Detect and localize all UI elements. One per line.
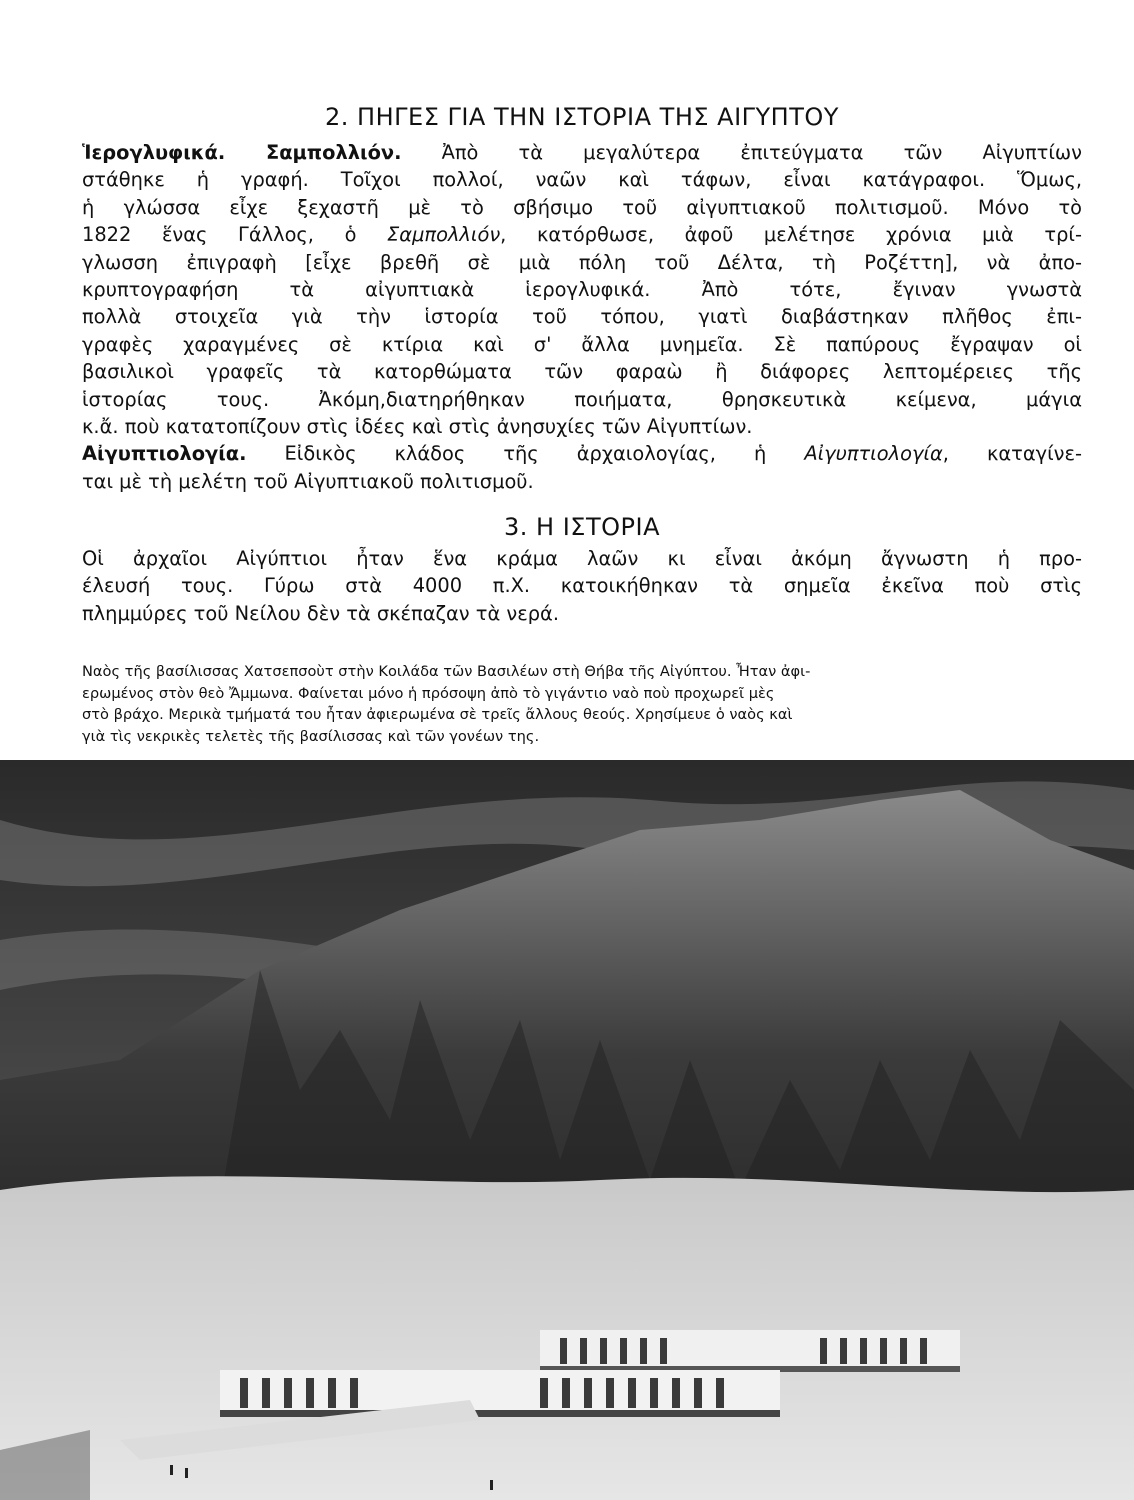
term-hieroglyphics: Ἱερογλυφικά. Σαμπολλιόν.: [82, 141, 402, 164]
caption-line: ερωμένος στὸν θεὸ Ἄμμωνα. Φαίνεται μόνο ἡ πρόσοψη ἀπὸ τὸ γιγάντιο ναὸ ποὺ προχωρεῖ μὲς: [82, 684, 775, 702]
text-line: κ.ἄ. ποὺ κατατοπίζουν στὶς ἰδέες καὶ στὶς ἀνησυχίες τῶν Αἰγυπτίων.: [82, 414, 753, 438]
text-line: βασιλικοὶ γραφεῖς τὰ κατορθώματα τῶν φαραὼ ἢ διάφορες λεπτομέρειες τῆς: [82, 360, 1082, 384]
text-line: ἡ γλώσσα εἶχε ξεχαστῆ μὲ τὸ σβήσιμο τοῦ αἰγυπτιακοῦ πολιτισμοῦ. Μόνο τὸ: [82, 195, 1082, 219]
text-line: γραφὲς χαραγμένες σὲ κτίρια καὶ σ' ἄλλα μνημεῖα. Σὲ παπύρους ἔγραψαν οἱ: [82, 332, 1082, 356]
text-line: γλωσση ἐπιγραφὴ [εἶχε βρεθῆ σὲ μιὰ πόλη τοῦ Δέλτα, τὴ Ροζέττη], νὰ ἀπο-: [82, 250, 1082, 274]
text-line: έλευσή τους. Γύρω στὰ 4000 π.Χ. κατοικήθηκαν τὰ σημεῖα ἐκεῖνα ποὺ στὶς: [82, 574, 1082, 598]
section-3-paragraph: [82, 545, 1082, 627]
text-line: πολλὰ στοιχεῖα γιὰ τὴν ἱστορία τοῦ τόπου, γιατὶ διαβάστηκαν πλῆθος ἐπι-: [82, 305, 1082, 329]
text-line: Αἰγυπτιολογία. Εἰδικὸς κλάδος τῆς ἀρχαιολογίας, ἡ Αἰγυπτιολογία, καταγίνε-: [82, 442, 1082, 466]
caption-line: γιὰ τὶς νεκρικὲς τελετὲς τῆς βασίλισσας καὶ τῶν γονέων της.: [82, 727, 540, 745]
text-line: κρυπτογραφήση τὰ αἰγυπτιακὰ ἱερογλυφικά. Ἀπὸ τότε, ἔγιναν γνωστὰ: [82, 277, 1082, 301]
temple-photo-icon: [0, 760, 1134, 1500]
text-line: 1822 ἕνας Γάλλος, ὁ Σαμπολλιόν, κατόρθωσε, ἀφοῦ μελέτησε χρόνια μιὰ τρί-: [82, 223, 1082, 247]
text-line: Οἱ ἀρχαῖοι Αἰγύπτιοι ἦταν ἕνα κράμα λαῶν κι εἶναι ἀκόμη ἄγνωστη ἡ προ-: [82, 547, 1082, 570]
text-line: στάθηκε ἡ γραφή. Τοῖχοι πολλοί, ναῶν καὶ τάφων, εἶναι κατάγραφοι. Ὅμως,: [82, 168, 1082, 192]
caption-line: στὸ βράχο. Μερικὰ τμήματά του ἦταν ἀφιερωμένα σὲ τρεῖς ἄλλους θεούς. Χρησίμευε ὁ ναὸς καὶ: [82, 706, 793, 723]
section-2-paragraphs: [82, 139, 1082, 495]
caption-line: Ναὸς τῆς βασίλισσας Χατσεπσοὺτ στὴν Κοιλάδα τῶν Βασιλέων στὴ Θήβα τῆς Αἰγύπτου. Ἦταν ἀφι-: [82, 663, 811, 680]
section-2-heading: 2. ΠΗΓΕΣ ΓΙΑ ΤΗΝ ΙΣΤΟΡΙΑ ΤΗΣ ΑΙΓΥΠΤΟΥ: [325, 103, 839, 131]
text-line: ἱστορίας τους. Ἀκόμη,διατηρήθηκαν ποιήματα, θρησκευτικὰ κείμενα, μάγια: [82, 387, 1082, 411]
photo-caption: [82, 661, 1082, 747]
text-line: Ἱερογλυφικά. Σαμπολλιόν. Ἀπὸ τὰ μεγαλύτερα ἐπιτεύγματα τῶν Αἰγυπτίων: [82, 141, 1082, 164]
section-3-heading: 3. Η ΙΣΤΟΡΙΑ: [504, 513, 660, 541]
temple-photo: [0, 760, 1134, 1500]
text-line: ται μὲ τὴ μελέτη τοῦ Αἰγυπτιακοῦ πολιτισμοῦ.: [82, 469, 534, 493]
text-line: πλημμύρες τοῦ Νείλου δὲν τὰ σκέπαζαν τὰ νερά.: [82, 601, 559, 625]
term-egyptology: Αἰγυπτιολογία.: [82, 442, 247, 466]
